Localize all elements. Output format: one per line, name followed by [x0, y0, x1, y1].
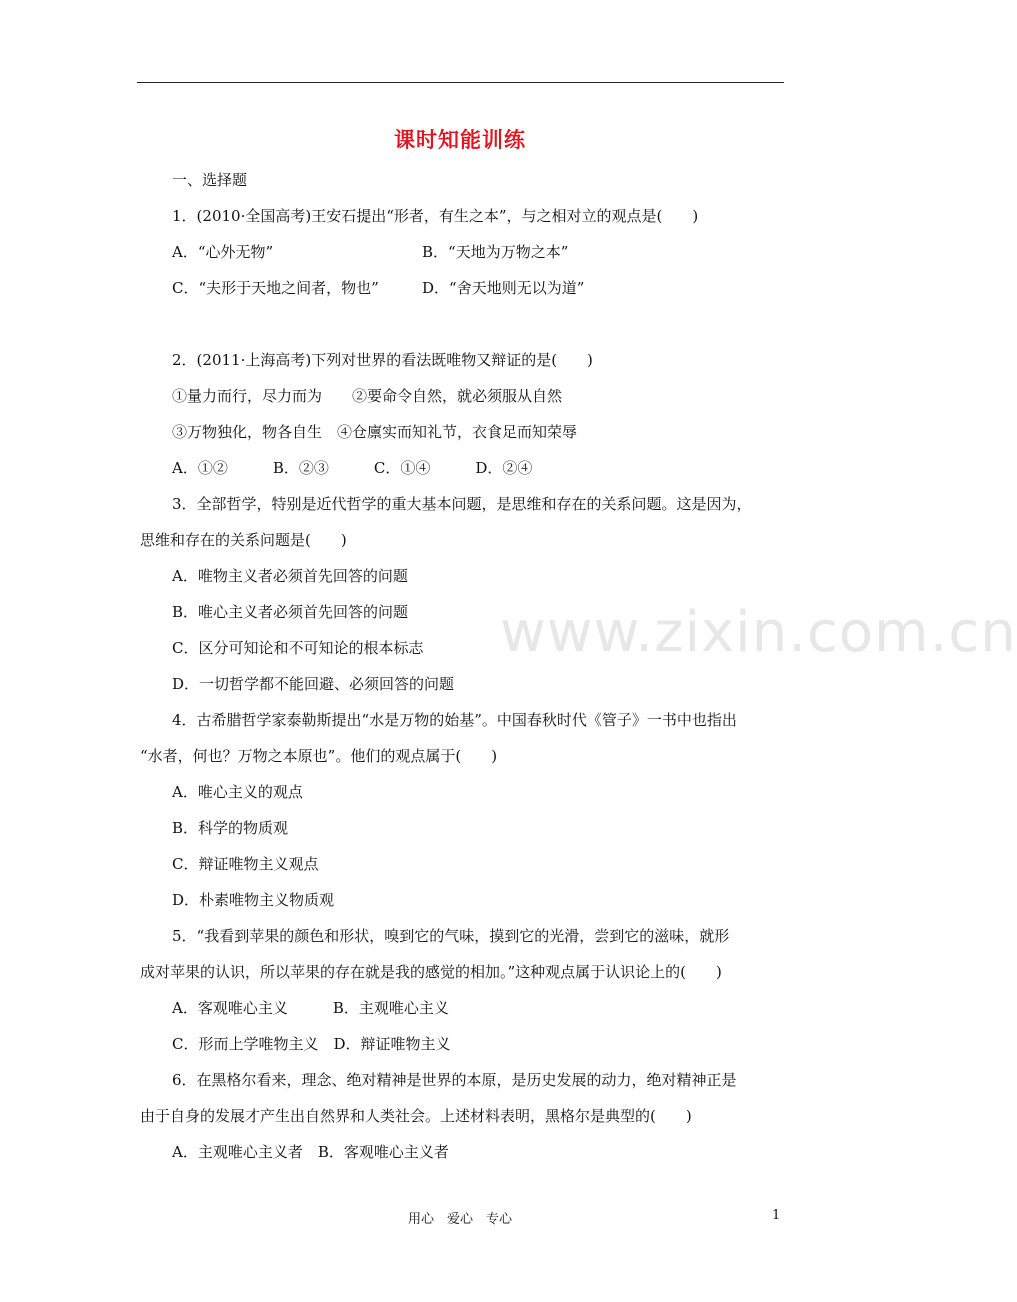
question-3-option-d: D．一切哲学都不能回避、必须回答的问题: [172, 675, 455, 693]
question-1-option-b: B．“天地为万物之本”: [422, 243, 569, 261]
question-2-stem: 2．(2011·上海高考)下列对世界的看法既唯物又辩证的是( ): [172, 351, 593, 369]
question-2-item-line-2: ③万物独化，物各自生 ④仓廪实而知礼节，衣食足而知荣辱: [172, 423, 578, 441]
page-footer: 用心 爱心 专心: [407, 1212, 512, 1227]
question-1-options-row-2: [172, 278, 584, 298]
section-heading: 一、选择题: [172, 171, 248, 189]
question-3-option-a: A．唯物主义者必须首先回答的问题: [172, 567, 408, 585]
question-2-options: A．①② B．②③ C．①④ D．②④: [172, 459, 533, 477]
question-5-options-row-2: C．形而上学唯物主义 D．辩证唯物主义: [172, 1035, 451, 1053]
question-3-option-c: C．区分可知论和不可知论的根本标志: [172, 639, 424, 657]
question-1-options-row-1: [172, 242, 568, 262]
question-4-stem-line-2: “水者，何也？万物之本原也”。他们的观点属于( ): [140, 747, 498, 765]
question-1-stem: 1．(2010·全国高考)王安石提出“形者，有生之本”，与之相对立的观点是( ): [172, 207, 699, 225]
question-3-stem-line-2: 思维和存在的关系问题是( ): [140, 531, 347, 549]
question-1-option-c: C．“夫形于天地之间者，物也”: [172, 279, 379, 297]
question-6-options-row-1: A．主观唯心主义者 B．客观唯心主义者: [172, 1143, 449, 1161]
question-6-stem-line-2: 由于自身的发展才产生出自然界和人类社会。上述材料表明，黑格尔是典型的( ): [140, 1107, 692, 1125]
question-1-option-d: D．“舍天地则无以为道”: [422, 279, 585, 297]
question-3-option-b: B．唯心主义者必须首先回答的问题: [172, 603, 409, 621]
question-5-stem-line-2: 成对苹果的认识，所以苹果的存在就是我的感觉的相加。”这种观点属于认识论上的( ): [140, 963, 722, 981]
page-number: 1: [772, 1208, 781, 1223]
question-3-stem-line-1: 3．全部哲学，特别是近代哲学的重大基本问题，是思维和存在的关系问题。这是因为，: [172, 495, 752, 513]
question-4-option-d: D．朴素唯物主义物质观: [172, 891, 335, 909]
question-4-option-a: A．唯心主义的观点: [172, 783, 303, 801]
page-title: 课时知能训练: [394, 128, 526, 152]
question-4-stem-line-1: 4．古希腊哲学家泰勒斯提出“水是万物的始基”。中国春秋时代《管子》一书中也指出: [172, 711, 737, 729]
question-4-option-b: B．科学的物质观: [172, 819, 289, 837]
question-5-stem-line-1: 5．“我看到苹果的颜色和形状，嗅到它的气味，摸到它的光滑，尝到它的滋味，就形: [172, 927, 730, 945]
watermark: www.zixin.com.cn: [500, 600, 1017, 665]
question-2-item-line-1: ①量力而行，尽力而为 ②要命令自然，就必须服从自然: [172, 387, 563, 405]
header-rule: [137, 82, 784, 83]
question-6-stem-line-1: 6．在黑格尔看来，理念、绝对精神是世界的本原，是历史发展的动力，绝对精神正是: [172, 1071, 737, 1089]
question-5-options-row-1: A．客观唯心主义 B．主观唯心主义: [172, 999, 449, 1017]
question-4-option-c: C．辩证唯物主义观点: [172, 855, 319, 873]
question-1-option-a: A．“心外无物”: [172, 243, 274, 261]
